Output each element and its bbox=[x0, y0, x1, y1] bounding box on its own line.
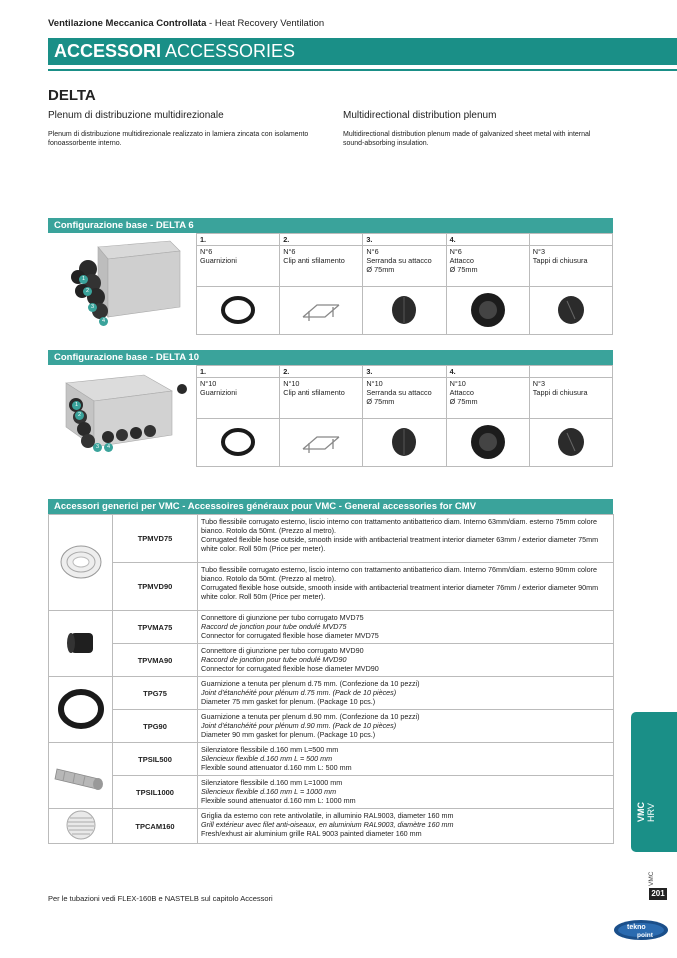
delta6-image bbox=[48, 233, 196, 331]
code-tpg75: TPG75 bbox=[113, 677, 198, 710]
config6-title: Configurazione base - DELTA 6 bbox=[48, 218, 613, 233]
config6-table bbox=[196, 233, 613, 335]
config6-cell-3: N°6 Serranda su attacco Ø 75mm bbox=[363, 246, 446, 287]
sound-attenuator-icon bbox=[53, 755, 109, 795]
brand-logo bbox=[613, 918, 669, 947]
marker-4: 4 bbox=[104, 443, 113, 452]
subtitle-it: Plenum di distribuzione multidirezionale bbox=[48, 110, 224, 121]
config10-cell-4: N°10 Attacco Ø 75mm bbox=[446, 378, 529, 419]
clip-icon bbox=[280, 287, 363, 335]
delta10-plenum-icon bbox=[48, 365, 196, 463]
product-title: DELTA bbox=[48, 87, 96, 104]
table-row bbox=[49, 611, 614, 644]
config10-cell-3: N°10 Serranda su attacco Ø 75mm bbox=[363, 378, 446, 419]
page-number: 201 bbox=[649, 888, 667, 900]
hose-image bbox=[49, 515, 113, 611]
code-tpg90: TPG90 bbox=[113, 710, 198, 743]
desc-tpmvd90: Tubo flessibile corrugato esterno, liscio interno con trattamento antibatterico diam. Interno 76mm/diam. esterno 90mm colore bianco. Rotolo da 50mt. (Prezzo al metro). Corrugated flexible hose outside, smooth inside with antibacterial treatment interior diameter 76mm / exterior diameter 90mm white color. Roll 50m (Price per meter). bbox=[198, 563, 614, 611]
hose-connector-icon bbox=[61, 623, 101, 663]
table-row bbox=[49, 710, 614, 743]
table-row bbox=[49, 515, 614, 563]
description-it: Plenum di distribuzione multidirezionale realizzato in lamiera zincata con isolamento fonoassorbente interno. bbox=[48, 131, 309, 147]
grille-image bbox=[49, 809, 113, 844]
logo-text-point: point bbox=[637, 932, 653, 939]
config10-header-4: 4. bbox=[446, 366, 529, 378]
config6-cell-5: N°3 Tappi di chiusura bbox=[529, 246, 612, 287]
config10-header-1: 1. bbox=[197, 366, 280, 378]
marker-2: 2 bbox=[83, 287, 92, 296]
section-banner bbox=[48, 38, 677, 65]
table-row bbox=[49, 776, 614, 809]
config10-table bbox=[196, 365, 613, 467]
config6-header-2: 2. bbox=[280, 234, 363, 246]
table-row bbox=[49, 677, 614, 710]
config10-header-5 bbox=[529, 366, 612, 378]
code-tpsil500: TPSIL500 bbox=[113, 743, 198, 776]
banner-rest: ACCESSORIES bbox=[161, 41, 296, 61]
config10-cell-5: N°3 Tappi di chiusura bbox=[529, 378, 612, 419]
damper-icon bbox=[363, 287, 446, 335]
header-title-bold: Ventilazione Meccanica Controllata bbox=[48, 18, 207, 29]
config6-header-3: 3. bbox=[363, 234, 446, 246]
config10-title: Configurazione base - DELTA 10 bbox=[48, 350, 613, 365]
plenum-gasket-icon bbox=[56, 687, 106, 731]
desc-tpmvd75: Tubo flessibile corrugato esterno, liscio interno con trattamento antibatterico diam. Interno 63mm/diam. esterno 75mm colore bianco. Rotolo da 50mt. (Prezzo al metro). Corrugated flexible hose outside, smooth inside with antibacterial treatment interior diameter 63mm / exterior diameter 75mm white color. Roll 50m (Price per meter). bbox=[198, 515, 614, 563]
marker-4: 4 bbox=[99, 317, 108, 326]
config6-header-1: 1. bbox=[197, 234, 280, 246]
damper-icon bbox=[363, 419, 446, 467]
chapter-tab-label bbox=[636, 781, 656, 822]
table-row bbox=[49, 743, 614, 776]
gasket-icon bbox=[197, 287, 280, 335]
desc-tpsil1000: Silenziatore flessibile d.160 mm L=1000 mm Silencieux flexible d.160 mm L = 1000 mm Flexible sound attenuator d.160 mm L: 1000 mm bbox=[198, 776, 614, 809]
general-accessories-table bbox=[48, 514, 614, 844]
delta6-plenum-icon bbox=[48, 233, 196, 331]
table-row bbox=[49, 563, 614, 611]
description-en: Multidirectional distribution plenum made of galvanized sheet metal with internal sound-absorbing insulation. bbox=[343, 131, 591, 147]
desc-tpvma75: Connettore di giunzione per tubo corrugato MVD75 Raccord de jonction pour tube ondulé MVD75 Connector for corrugated flexible hose diameter MVD75 bbox=[198, 611, 614, 644]
table-row bbox=[49, 644, 614, 677]
header-title-rest: - Heat Recovery Ventilation bbox=[206, 18, 325, 29]
chapter-label-hrv: HRV bbox=[646, 803, 656, 822]
config10-cell-2: N°10 Clip anti sfilamento bbox=[280, 378, 363, 419]
config10-header-2: 2. bbox=[280, 366, 363, 378]
logo-text-tekno: tekno bbox=[627, 924, 646, 931]
banner-bold: ACCESSORI bbox=[54, 41, 162, 61]
table-row bbox=[49, 809, 614, 844]
banner-rule bbox=[48, 69, 677, 71]
gasket-image bbox=[49, 677, 113, 743]
config6-cell-4: N°6 Attacco Ø 75mm bbox=[446, 246, 529, 287]
footer-note: Per le tubazioni vedi FLEX-160B e NASTELB sul capitolo Accessori bbox=[48, 894, 273, 903]
chapter-small-label: VMC bbox=[648, 871, 655, 886]
marker-1: 1 bbox=[79, 275, 88, 284]
config6-header-4: 4. bbox=[446, 234, 529, 246]
teknopoint-logo-icon bbox=[613, 918, 669, 942]
cap-icon bbox=[529, 287, 612, 335]
marker-2: 2 bbox=[75, 411, 84, 420]
general-title: Accessori generici per VMC - Accessoires généraux pour VMC - General accessories for CMV bbox=[48, 499, 613, 514]
hose-roll-icon bbox=[56, 532, 106, 592]
marker-3: 3 bbox=[93, 443, 102, 452]
config6-cell-1: N°6 Guarnizioni bbox=[197, 246, 280, 287]
config6-header-5 bbox=[529, 234, 612, 246]
connector-icon bbox=[446, 287, 529, 335]
connector-icon bbox=[446, 419, 529, 467]
desc-tpg75: Guarnizione a tenuta per plenum d.75 mm. (Confezione da 10 pezzi) Joint d'étanchéité pour plénum d.75 mm. (Pack de 10 pièces) Diameter 75 mm gasket for plenum. (Package 10 pcs.) bbox=[198, 677, 614, 710]
marker-1: 1 bbox=[72, 401, 81, 410]
desc-tpg90: Guarnizione a tenuta per plenum d.90 mm. (Confezione da 10 pezzi) Joint d'étanchéité pour plénum d.90 mm. (Pack de 10 pièces) Diameter 90 mm gasket for plenum. (Package 10 pcs.) bbox=[198, 710, 614, 743]
clip-icon bbox=[280, 419, 363, 467]
connector-image bbox=[49, 611, 113, 677]
grille-icon bbox=[61, 809, 101, 841]
page-header bbox=[48, 18, 324, 29]
config10-cell-1: N°10 Guarnizioni bbox=[197, 378, 280, 419]
desc-tpcam160: Griglia da esterno con rete antivolatile, in alluminio RAL9003, diameter 160 mm Grill extérieur avec filet anti-oiseaux, en aluminium RAL9003, diamètre 160 mm Fresh/exhust air aluminium grille RAL 9003 painted diameter 160 mm bbox=[198, 809, 614, 844]
code-tpsil1000: TPSIL1000 bbox=[113, 776, 198, 809]
subtitle-en: Multidirectional distribution plenum bbox=[343, 110, 497, 121]
config6-cell-2: N°6 Clip anti sfilamento bbox=[280, 246, 363, 287]
desc-tpsil500: Silenziatore flessibile d.160 mm L=500 mm Silencieux flexible d.160 mm L = 500 mm Flexible sound attenuator d.160 mm L: 500 mm bbox=[198, 743, 614, 776]
code-tpvma90: TPVMA90 bbox=[113, 644, 198, 677]
cap-icon bbox=[529, 419, 612, 467]
desc-tpvma90: Connettore di giunzione per tubo corrugato MVD90 Raccord de jonction pour tube ondulé MVD90 Connector for corrugated flexible hose diameter MVD90 bbox=[198, 644, 614, 677]
code-tpcam160: TPCAM160 bbox=[113, 809, 198, 844]
chapter-label-vmc: VMC bbox=[636, 802, 646, 822]
silencer-image bbox=[49, 743, 113, 809]
code-tpvma75: TPVMA75 bbox=[113, 611, 198, 644]
code-tpmvd90: TPMVD90 bbox=[113, 563, 198, 611]
code-tpmvd75: TPMVD75 bbox=[113, 515, 198, 563]
delta10-image bbox=[48, 365, 196, 463]
gasket-icon bbox=[197, 419, 280, 467]
marker-3: 3 bbox=[88, 303, 97, 312]
config10-header-3: 3. bbox=[363, 366, 446, 378]
